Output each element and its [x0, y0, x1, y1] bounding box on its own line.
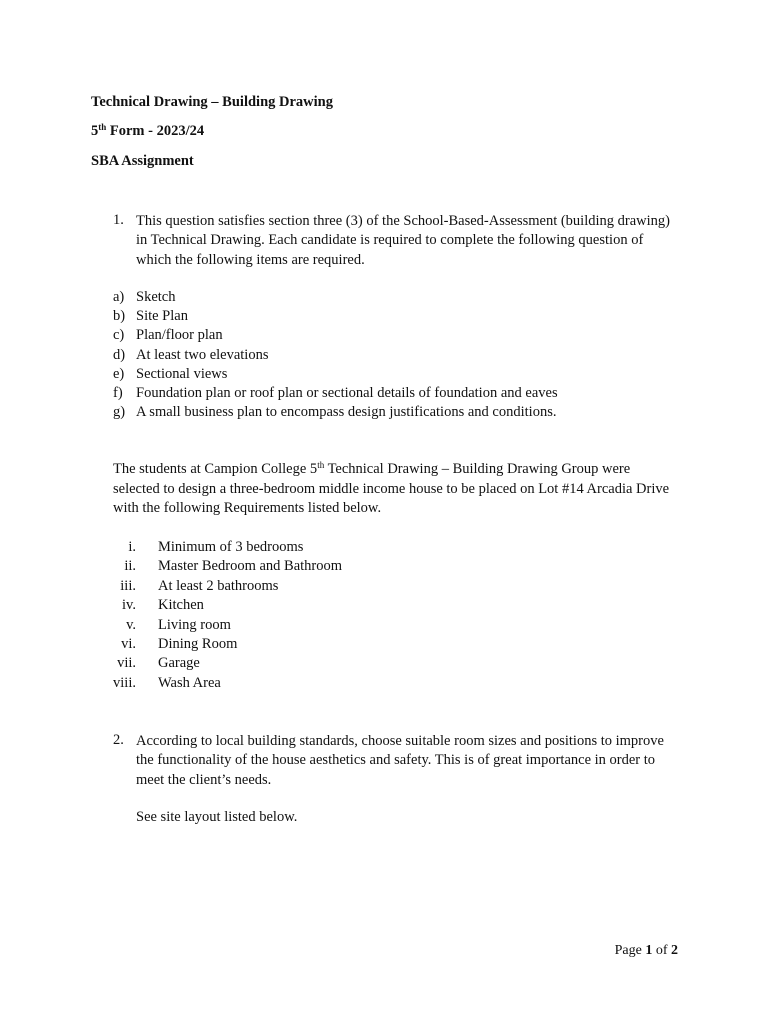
- page-footer: [615, 943, 678, 959]
- requirement-item: [100, 616, 231, 635]
- form-year-heading: [91, 123, 204, 140]
- requirement-numeral: iii.: [120, 577, 136, 594]
- requirement-text: Master Bedroom and Bathroom: [158, 558, 343, 575]
- requirement-numeral: viii.: [113, 674, 136, 691]
- required-item-label: d): [113, 346, 126, 363]
- required-item-text: Site Plan: [136, 308, 188, 325]
- requirement-text: Living room: [158, 616, 231, 633]
- question-1-text: This question satisfies section three (3) of the School-Based-Assessment (building drawing) in Technical Drawing. Each candidate is required to complete the following question of which the following items are required.: [136, 213, 670, 268]
- form-year: Form - 2023/24: [106, 123, 205, 139]
- assignment-heading: SBA Assignment: [91, 153, 194, 169]
- requirement-item: [100, 635, 238, 654]
- required-item-text: Sectional views: [136, 365, 228, 382]
- requirement-text: Kitchen: [158, 597, 204, 614]
- required-item: [113, 288, 558, 307]
- required-item: [113, 326, 558, 345]
- required-item-text: At least two elevations: [136, 346, 269, 363]
- requirement-text: At least 2 bathrooms: [158, 577, 279, 594]
- required-item-text: Foundation plan or roof plan or sectional details of foundation and eaves: [136, 385, 558, 402]
- requirement-numeral: vii.: [117, 655, 136, 672]
- required-item: [113, 346, 558, 365]
- requirement-item: [100, 577, 279, 596]
- required-item: [113, 384, 558, 403]
- requirement-numeral: ii.: [124, 558, 136, 575]
- form-number: 5: [91, 123, 99, 139]
- question-2-number: 2.: [113, 732, 124, 748]
- requirement-numeral: v.: [126, 616, 136, 633]
- required-items-list: [113, 288, 558, 422]
- requirement-numeral: i.: [128, 539, 136, 555]
- question-2-text: According to local building standards, choose suitable room sizes and positions to improve the functionality of the house aesthetics and safety. This is of great importance in order to meet the client’s needs.: [136, 733, 664, 788]
- required-item: [113, 403, 558, 422]
- form-ordinal-suffix: th: [98, 122, 107, 132]
- required-item-text: Sketch: [136, 289, 176, 305]
- required-item-text: Plan/floor plan: [136, 327, 223, 344]
- page-word: Page: [614, 943, 646, 958]
- requirement-item: [100, 596, 204, 615]
- requirement-item: [100, 654, 200, 673]
- requirement-text: Dining Room: [158, 635, 238, 652]
- required-item-label: a): [113, 289, 125, 305]
- total-pages-number: 2: [671, 943, 678, 958]
- question-1-number: 1.: [113, 212, 124, 228]
- required-item-label: b): [113, 308, 126, 325]
- requirement-text: Garage: [158, 655, 200, 672]
- required-item-label: e): [113, 365, 125, 382]
- requirement-text: Minimum of 3 bedrooms: [158, 539, 304, 555]
- intro-text-start: The students at Campion College 5: [113, 461, 318, 477]
- requirement-item: [100, 538, 304, 557]
- question-2-note: See site layout listed below.: [136, 809, 298, 825]
- required-item-label: g): [113, 404, 126, 421]
- requirement-item: [100, 557, 343, 576]
- requirements-list: [100, 538, 343, 693]
- requirement-text: Wash Area: [158, 674, 221, 691]
- intro-paragraph: [113, 460, 673, 519]
- current-page-number: 1: [645, 943, 653, 958]
- required-item-text: A small business plan to encompass design justifications and conditions.: [136, 404, 557, 421]
- document-title: Technical Drawing – Building Drawing: [91, 94, 333, 110]
- required-item-label: c): [113, 327, 125, 344]
- intro-text-rest: Technical Drawing – Building Drawing Group were selected to design a three-bedroom middle income house to be placed on Lot #14 Arcadia Drive with the following Requirements listed below.: [113, 461, 670, 516]
- requirement-numeral: vi.: [121, 635, 136, 652]
- intro-ordinal-suffix: th: [317, 460, 325, 470]
- required-item-label: f): [113, 385, 123, 402]
- requirement-item: [100, 674, 221, 693]
- required-item: [113, 365, 558, 384]
- requirement-numeral: iv.: [122, 597, 136, 614]
- required-item: [113, 307, 558, 326]
- of-word: of: [652, 943, 671, 958]
